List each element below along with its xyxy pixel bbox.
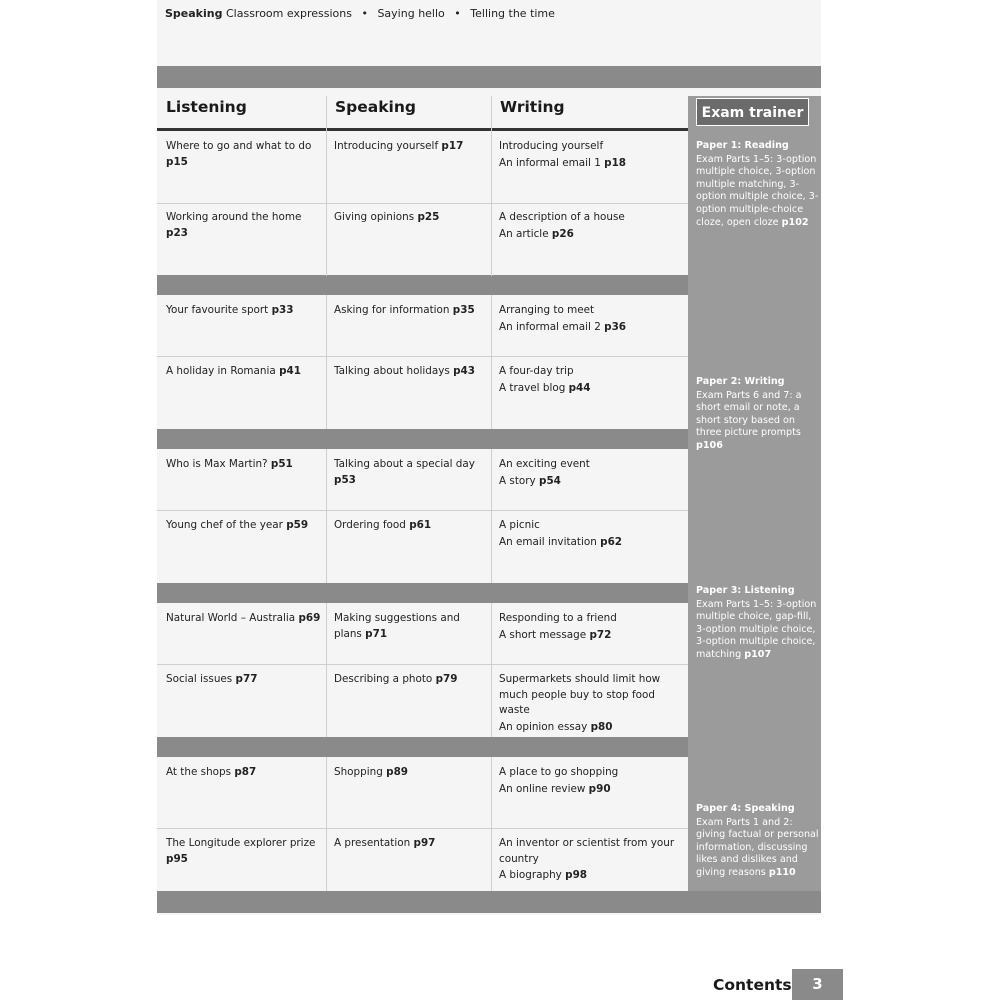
writing-lesson-line (499, 210, 682, 226)
writing-lesson (499, 611, 682, 643)
page-ref: p36 (604, 320, 627, 333)
writing-lesson-title: An online review (499, 782, 586, 795)
page-ref: p51 (270, 458, 293, 470)
exam-paper-body: Exam Parts 1–5: 3-option multiple choice, 3-option multiple matching, 3-option multiple choice, 3-option multiple-choice cloze, open cloze (696, 153, 819, 228)
column-divider (491, 757, 492, 891)
page-ref: p77 (235, 673, 258, 685)
writing-lesson-title: Responding to a friend (499, 612, 617, 624)
exam-paper-reading (696, 140, 820, 229)
writing-lesson-line (499, 457, 682, 473)
writing-lesson (499, 210, 682, 242)
page-ref: p87 (234, 766, 257, 778)
speaking-lesson-title: Shopping (334, 766, 383, 778)
writing-lesson-line (499, 381, 682, 397)
page-ref: p54 (539, 474, 561, 487)
writing-lesson-line (499, 611, 682, 627)
writing-lesson-line (499, 782, 682, 798)
speaking-lesson (334, 457, 486, 488)
listening-lesson (166, 364, 322, 380)
listening-lesson (166, 303, 322, 319)
page-ref: p69 (298, 612, 321, 624)
page-ref: p97 (413, 837, 436, 849)
writing-lesson-title: A four-day trip (499, 365, 574, 377)
listening-lesson-title: Social issues (166, 673, 233, 685)
listening-lesson (166, 611, 322, 627)
exam-paper-writing (696, 376, 820, 453)
speaking-lesson (334, 364, 486, 380)
listening-lesson-title: Who is Max Martin? (166, 458, 268, 470)
writing-lesson (499, 457, 682, 489)
speaking-lesson-title: A presentation (334, 837, 411, 849)
speaking-lesson-title: Describing a photo (334, 673, 433, 685)
speaking-lesson (334, 303, 486, 319)
writing-lesson (499, 672, 682, 735)
writing-lesson-title: An email invitation (499, 535, 597, 548)
exam-paper-body: Exam Parts 1–5: 3-option multiple choice, gap-fill, 3-option multiple choice, 3-option multiple choice, matching (696, 598, 817, 660)
page-ref: p25 (417, 211, 440, 223)
page-ref: p17 (441, 140, 464, 152)
top-line-item: Saying hello (377, 7, 445, 20)
exam-paper-body: Exam Parts 6 and 7: a short email or note, a short story based on three picture prompts (696, 389, 802, 439)
writing-lesson-title: A short message (499, 628, 587, 641)
page-ref: p33 (271, 304, 294, 316)
column-divider (326, 603, 327, 737)
page-ref: p61 (409, 519, 432, 531)
top-line-bold: Speaking (165, 7, 223, 20)
writing-lesson-title: Arranging to meet (499, 304, 595, 316)
writing-lesson-title: Supermarkets should limit how much people buy to stop food waste (499, 673, 661, 716)
row-divider (157, 356, 688, 357)
listening-lesson (166, 210, 322, 241)
writing-lesson-title: Introducing yourself (499, 140, 604, 152)
listening-lesson (166, 518, 322, 534)
writing-lesson (499, 364, 682, 396)
speaking-lesson (334, 139, 486, 155)
column-divider (491, 295, 492, 429)
exam-trainer-title: Exam trainer (696, 98, 809, 126)
writing-lesson-title: A story (499, 474, 536, 487)
listening-lesson-title: Young chef of the year (166, 519, 283, 531)
speaking-lesson (334, 836, 486, 852)
page-ref: p43 (453, 365, 476, 377)
writing-lesson-line (499, 364, 682, 380)
top-line-item: Classroom expressions (225, 7, 352, 20)
writing-lesson-line (499, 227, 682, 243)
writing-lesson-line (499, 628, 682, 644)
listening-lesson-title: The Longitude explorer prize (166, 837, 316, 849)
exam-paper-title: Paper 2: Writing (696, 376, 785, 387)
writing-lesson (499, 139, 682, 171)
exam-paper-title: Paper 4: Speaking (696, 803, 795, 814)
speaking-lesson-title: Giving opinions (334, 211, 415, 223)
page-ref: p90 (588, 782, 611, 795)
writing-lesson-title: An inventor or scientist from your country (499, 837, 675, 865)
page-ref: p35 (452, 304, 475, 316)
speaking-lesson-title: Introducing yourself (334, 140, 439, 152)
page-ref: p95 (166, 852, 188, 865)
exam-paper-listening (696, 585, 820, 662)
column-divider (491, 449, 492, 583)
column-divider (326, 96, 327, 276)
speaking-lesson-title: Ordering food (334, 519, 406, 531)
unit-bar (157, 891, 821, 913)
writing-lesson-title: An informal email 1 (499, 156, 601, 169)
exam-paper-title: Paper 1: Reading (696, 140, 789, 151)
speaking-lesson-title: Asking for information (334, 304, 450, 316)
exam-paper-page: p106 (696, 439, 723, 451)
listening-lesson (166, 672, 322, 688)
writing-lesson-line (499, 518, 682, 534)
page-ref: p41 (279, 365, 301, 377)
speaking-lesson (334, 210, 486, 226)
writing-lesson-line (499, 672, 682, 719)
column-divider (491, 603, 492, 737)
speaking-lesson-title: Making suggestions and plans (334, 612, 460, 640)
column-divider (326, 757, 327, 891)
writing-lesson-line (499, 535, 682, 551)
writing-lesson-title: A travel blog (499, 381, 566, 394)
page-ref: p26 (551, 227, 574, 240)
writing-lesson-line (499, 836, 682, 867)
writing-lesson-line (499, 720, 682, 736)
page-ref: p89 (386, 766, 409, 778)
exam-paper-page: p107 (744, 648, 772, 660)
speaking-lesson-title: Talking about holidays (334, 365, 450, 377)
writing-lesson-line (499, 156, 682, 172)
speaking-lesson (334, 611, 486, 642)
column-divider (326, 295, 327, 429)
speaking-lesson (334, 518, 486, 534)
page-number: 3 (792, 969, 843, 1000)
writing-lesson-line (499, 139, 682, 155)
writing-lesson-line (499, 765, 682, 781)
row-divider (157, 828, 688, 829)
writing-lesson-title: An article (499, 227, 549, 240)
writing-lesson-title: A biography (499, 869, 562, 881)
writing-lesson (499, 518, 682, 550)
listening-lesson-title: Your favourite sport (166, 304, 269, 316)
column-divider (326, 449, 327, 583)
unit-bar (157, 66, 821, 88)
writing-lesson-title: An exciting event (499, 458, 590, 470)
contents-label: Contents (713, 976, 792, 994)
listening-lesson (166, 139, 322, 170)
speaking-lesson-title: Talking about a special day (334, 458, 475, 470)
row-divider (157, 664, 688, 665)
page-ref: p23 (166, 226, 188, 239)
writing-lesson-title: A picnic (499, 519, 540, 531)
speaking-lesson (334, 672, 486, 688)
writing-lesson (499, 303, 682, 335)
writing-lesson (499, 765, 682, 797)
page-ref: p62 (600, 535, 623, 548)
exam-paper-body: Exam Parts 1 and 2: giving factual or personal information, discussing likes and dislikes and giving reasons (696, 816, 819, 878)
column-divider (491, 96, 492, 276)
row-divider (157, 510, 688, 511)
exam-paper-title: Paper 3: Listening (696, 585, 795, 596)
top-line-item: Telling the time (470, 7, 555, 20)
page-ref: p79 (435, 673, 458, 685)
top-line: Speaking Classroom expressions • Saying hello • Telling the time (165, 7, 555, 20)
page-ref: p44 (568, 381, 591, 394)
listening-lesson-title: Natural World – Australia (166, 612, 296, 624)
writing-lesson-line (499, 303, 682, 319)
page-ref: p53 (334, 473, 356, 486)
writing-lesson-line (499, 474, 682, 490)
exam-paper-page: p102 (781, 216, 809, 228)
header-listening: Listening (166, 98, 247, 116)
header-rule (157, 128, 688, 131)
page-ref: p72 (589, 628, 612, 641)
writing-lesson-title: A description of a house (499, 211, 625, 223)
listening-lesson (166, 457, 322, 473)
page-ref: p59 (286, 519, 309, 531)
listening-lesson (166, 765, 322, 781)
writing-lesson-title: An opinion essay (499, 720, 588, 733)
exam-paper-page: p110 (768, 866, 796, 878)
listening-lesson-title: Where to go and what to do (166, 140, 312, 152)
listening-lesson (166, 836, 322, 867)
writing-lesson (499, 836, 682, 884)
listening-lesson-title: Working around the home (166, 211, 302, 223)
writing-lesson-line (499, 868, 682, 884)
exam-paper-speaking (696, 803, 820, 880)
listening-lesson-title: A holiday in Romania (166, 365, 276, 377)
writing-lesson-title: An informal email 2 (499, 320, 601, 333)
page-ref: p98 (565, 869, 588, 881)
page-ref: p15 (166, 155, 188, 168)
header-writing: Writing (500, 98, 565, 116)
listening-lesson-title: At the shops (166, 766, 232, 778)
page-ref: p18 (604, 156, 627, 169)
row-divider (157, 203, 688, 204)
page-ref: p80 (590, 720, 613, 733)
writing-lesson-line (499, 320, 682, 336)
speaking-lesson (334, 765, 486, 781)
writing-lesson-title: A place to go shopping (499, 766, 619, 778)
header-speaking: Speaking (335, 98, 416, 116)
page-ref: p71 (365, 627, 388, 640)
